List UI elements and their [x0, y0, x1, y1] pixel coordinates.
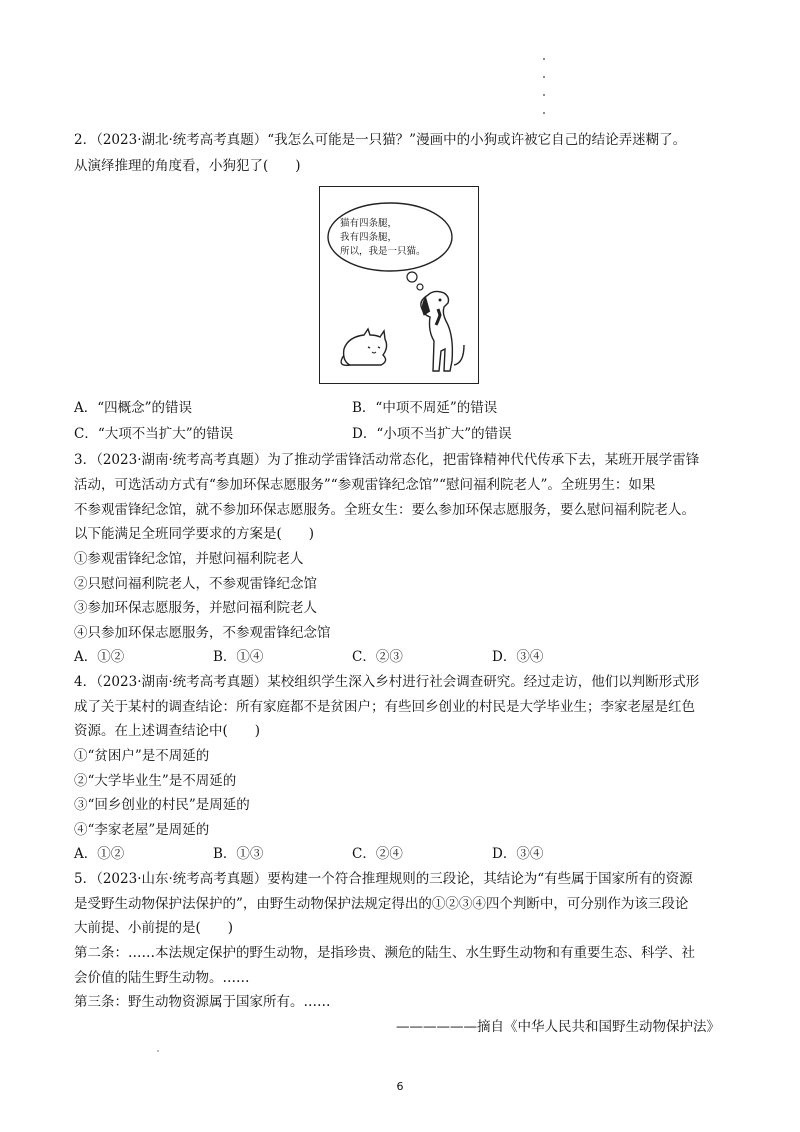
q5-article-3: 第三条：野生动物资源属于国家所有。…… [74, 994, 331, 1010]
q4-statement-3: ③“回乡创业的村民”是周延的 [74, 797, 250, 813]
q5-source-citation: ——————摘自《中华人民共和国野生动物保护法》 [396, 1019, 720, 1035]
decorative-dots [543, 58, 547, 128]
q3-option-d: D．③④ [492, 649, 544, 665]
bubble-line-1: 猫有四条腿， [340, 218, 398, 229]
q2-option-c: C．“大项不当扩大”的错误 [74, 426, 234, 442]
q5-article-2-line-2: 会价值的陆生野生动物。…… [74, 970, 250, 986]
q5-stem-line-1: 5．（2023·山东·统考高考真题）要构建一个符合推理规则的三段论，其结论为“有些属于国家所有的资源 [74, 871, 693, 887]
q3-option-a: A．①② [74, 649, 125, 665]
q2-stem-line-2: 从演绎推理的角度看，小狗犯了( ) [74, 158, 301, 174]
q3-stem-line-3: 不参观雷锋纪念馆，就不参加环保志愿服务。全班女生：要么参加环保志愿服务，要么慰问福利院老人。 [74, 502, 695, 518]
q4-statement-1: ①“贫困户”是不周延的 [74, 748, 210, 764]
q3-option-b: B．①④ [213, 649, 264, 665]
q3-option-c: C．②③ [352, 649, 403, 665]
bubble-line-3: 所以，我是一只猫。 [340, 246, 426, 257]
q2-option-b: B．“中项不周延”的错误 [352, 400, 498, 416]
q5-stem-line-3: 大前提、小前提的是( ) [74, 920, 234, 936]
scan-speck [157, 1050, 159, 1052]
dog-cat-comic [319, 186, 479, 384]
page-number: 6 [396, 1080, 404, 1093]
q4-option-d: D．③④ [492, 846, 544, 862]
q4-statement-2: ②“大学毕业生”是不周延的 [74, 773, 237, 789]
q3-stem-line-1: 3．（2023·湖南·统考高考真题）为了推动学雷锋活动常态化，把雷锋精神代代传承下去，某班开展学雷锋 [74, 452, 700, 468]
q4-stem-line-2: 成了关于某村的调查结论：所有家庭都不是贫困户；有些回乡创业的村民是大学毕业生；李家老屋是红色 [74, 699, 695, 715]
q4-stem-line-1: 4．（2023·湖南·统考高考真题）某校组织学生深入乡村进行社会调查研究。经过走访，他们以判断形式形 [74, 674, 700, 690]
q3-stem-line-2: 活动，可选活动方式有“参加环保志愿服务”“参观雷锋纪念馆”“慰问福利院老人”。全班男生：如果 [74, 477, 656, 493]
q4-option-a: A．①② [74, 846, 125, 862]
thought-bubble-text [340, 217, 440, 259]
q2-option-d: D．“小项不当扩大”的错误 [352, 426, 512, 442]
q3-statement-1: ①参观雷锋纪念馆，并慰问福利院老人 [74, 551, 304, 567]
q3-stem-line-4: 以下能满足全班同学要求的方案是( ) [74, 526, 315, 542]
q4-option-b: B．①③ [213, 846, 264, 862]
q4-statement-4: ④“李家老屋”是周延的 [74, 822, 210, 838]
q4-option-c: C．②④ [352, 846, 403, 862]
q3-statement-3: ③参加环保志愿服务，并慰问福利院老人 [74, 600, 317, 616]
q4-stem-line-3: 资源。在上述调查结论中( ) [74, 723, 261, 739]
q3-statement-4: ④只参加环保志愿服务，不参观雷锋纪念馆 [74, 625, 331, 641]
q5-article-2-line-1: 第二条：……本法规定保护的野生动物，是指珍贵、濒危的陆生、水生野生动物和有重要生态、科学、社 [74, 945, 695, 961]
bubble-line-2: 我有四条腿， [340, 232, 398, 243]
q2-stem-line-1: 2．（2023·湖北·统考高考真题）“我怎么可能是一只猫？”漫画中的小狗或许被它自己的结论弄迷糊了。 [74, 132, 687, 148]
q5-stem-line-2: 是受野生动物保护法保护的”，由野生动物保护法规定得出的①②③④四个判断中，可分别作为该三段论 [74, 896, 689, 912]
q2-option-a: A．“四概念”的错误 [74, 400, 193, 416]
q3-statement-2: ②只慰问福利院老人，不参观雷锋纪念馆 [74, 576, 317, 592]
